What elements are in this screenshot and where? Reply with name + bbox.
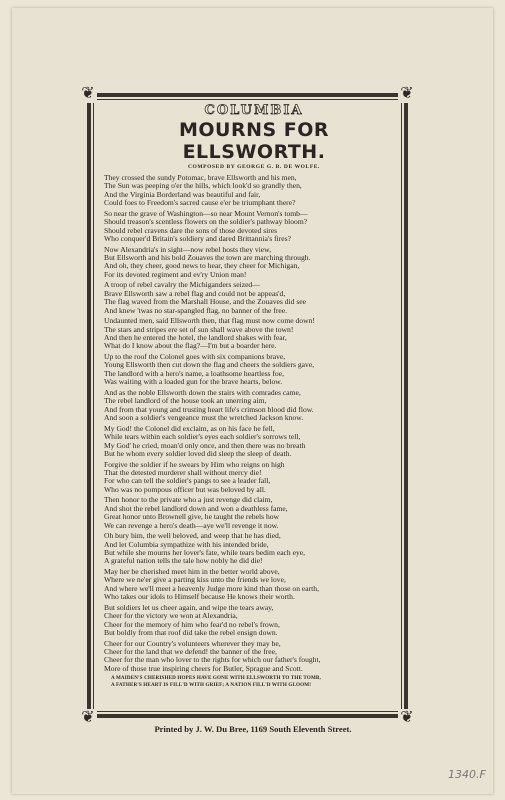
- poem-line: And where we'll meet a heavenly Judge more kind than those on earth,: [104, 583, 319, 593]
- poem-line: The flag waved from the Marshall House, and the Zouaves did see: [104, 297, 307, 307]
- closing-couplet: [104, 675, 404, 688]
- poem-line: Should treason's scentless flowers on the soldier's pathway bloom?: [104, 217, 308, 227]
- poem-line: And as the noble Ellsworth down the stairs with comrades came,: [104, 387, 301, 397]
- poem-content: [104, 104, 404, 688]
- poem-line: Who conquer'd Britain's soldiery and dared Brittannia's fires?: [104, 234, 291, 244]
- poem-line: A troop of rebel cavalry the Michiganders seized—: [104, 280, 260, 290]
- title-line-2: MOURNS FOR ELLSWORTH.: [178, 119, 330, 163]
- poem-line: Cheer for the memory of him who fear'd no rebel's frown,: [104, 619, 280, 629]
- catalog-mark: 1340.F: [448, 768, 486, 781]
- poem-line: And from that young and trusting heart life's crimson blood did flow.: [104, 404, 314, 414]
- stanza: [104, 640, 404, 674]
- coda-line: A FATHER'S HEART IS FILL'D WITH GRIEF; A NATION FILL'D WITH GLOOM!: [111, 681, 312, 688]
- poem-line: Was waiting with a loaded gun for the brave hearts, below.: [104, 377, 283, 387]
- stanza: [104, 461, 404, 495]
- poem-line: But soldiers let us cheer again, and wipe the tears away,: [104, 602, 274, 612]
- poem-line: Brave Ellsworth saw a rebel flag and could not be appeas'd,: [104, 288, 286, 298]
- poem-line: And knew 'twas no star-spangled flag, no banner of the free.: [104, 305, 287, 315]
- poem-line: The landlord with a hero's name, a loathsome heartless foe,: [104, 368, 284, 378]
- poem-line: My God' he cried, moan'd only once, and then there was no breath: [104, 440, 306, 450]
- poem-line: Up to the roof the Colonel goes with six companions brave,: [104, 352, 286, 362]
- poem-line: May her be cherished meet him in the better world above,: [104, 566, 280, 576]
- stanza: [104, 496, 404, 530]
- poem-line: Oh bury him, the well beloved, and weep that he has died,: [104, 531, 281, 541]
- poem-line: Could foes to Freedom's sacred cause e'er be triumphant there?: [104, 198, 296, 208]
- poem-line: But Ellsworth and his bold Zouaves the town are marching through.: [104, 253, 311, 263]
- poem-line: The stars and stripes ere set of sun shall wave above the town!: [104, 324, 294, 334]
- corner-ornament-icon: ❦: [79, 709, 97, 727]
- poem-line: But he whom every soldier loved did sleep the sleep of death.: [104, 448, 292, 458]
- poem-line: Who was no pompous officer but was beloved by all.: [104, 484, 266, 494]
- poem-line: More of those true inspiring cheers for Butler, Sprague and Scott.: [104, 663, 303, 673]
- corner-ornament-icon: ❦: [79, 85, 97, 103]
- poem-line: Cheer for the man who lover to the rights for which our father's fought,: [104, 655, 321, 665]
- stanza: [104, 246, 404, 280]
- stanza: [104, 532, 404, 566]
- poem-line: Great honor unto Brownell give, he taught the rebels how: [104, 512, 280, 522]
- poem-line: Should rebel cravens dare the sons of those devoted sires: [104, 225, 278, 235]
- stanza: [104, 174, 404, 208]
- stanza: [104, 353, 404, 387]
- poem-line: Cheer for our Country's volunteers wherever they may be,: [104, 638, 281, 648]
- poem-line: Forgive the soldier if he swears by Him who reigns on high: [104, 459, 285, 469]
- poem-line: But while she mourns her lover's fate, while tears bedim each eye,: [104, 547, 306, 557]
- poem-line: The Sun was peeping o'er the hills, which look'd so grandly then,: [104, 181, 302, 191]
- poem-line: My God! the Colonel did exclaim, as on his face he fell,: [104, 423, 275, 433]
- title-line-1: COLUMBIA: [204, 103, 304, 118]
- stanza: [104, 604, 404, 638]
- corner-ornament-icon: ❦: [398, 85, 416, 103]
- stanza: [104, 281, 404, 315]
- poem-line: What do I know about the flag?—I'm but a boarder here.: [104, 341, 277, 351]
- poem-line: Young Ellsworth then cut down the flag and cheers the soldiers gave,: [104, 360, 315, 370]
- poem-line: Undaunted men, said Ellsworth then, that flag must now come down!: [104, 316, 315, 326]
- coda-line: A MAIDEN'S CHERISHED HOPES HAVE GONE WITH ELLSWORTH TO THE TOMB,: [111, 675, 321, 682]
- poem-line: Now Alexandria's in sight—now rebel hosts they view,: [104, 244, 272, 254]
- poem-line: For who can tell the soldier's pangs to see a leader fall,: [104, 476, 271, 486]
- poem-line: For its devoted regiment and ev'ry Union man!: [104, 269, 247, 279]
- stanza: [104, 210, 404, 244]
- poem-line: Where we ne'er give a parting kiss unto the friends we love,: [104, 575, 286, 585]
- poem-line: A grateful nation tells the tale how nobly he did die!: [104, 556, 263, 566]
- poem-line: And let Columbia sympathize with his intended bride,: [104, 539, 269, 549]
- poem-line: Cheer for the land that we defend! the banner of the free,: [104, 646, 277, 656]
- printer-imprint: Printed by J. W. Du Bree, 1169 South Eleventh Street.: [154, 724, 352, 734]
- poem-line: Who takes our idols to Himself because He knows their worth.: [104, 592, 295, 602]
- poem-line: And shot the rebel landlord down and won a deathless fame,: [104, 503, 288, 513]
- poem-line: So near the grave of Washington—so near Mount Vernon's tomb—: [104, 208, 308, 218]
- poem-line: And soon a soldier's vengeance must the wretched Jackson know.: [104, 413, 304, 423]
- poem-line: And the Virginia Borderland was beautiful and fair,: [104, 189, 261, 199]
- stanza: [104, 568, 404, 602]
- poem-line: But boldly from that roof did take the rebel ensign down.: [104, 627, 278, 637]
- corner-ornament-icon: ❦: [398, 709, 416, 727]
- poem-line: Cheer for the victory we won at Alexandria,: [104, 611, 238, 621]
- poem-line: While tears within each soldier's eyes each soldier's sorrows tell,: [104, 432, 301, 442]
- poem-line: The rebel landlord of the house took an unerring aim,: [104, 396, 267, 406]
- poem-stanzas: [104, 174, 404, 673]
- poem-line: And oh, they cheer, good news to hear, they cheer for Michigan,: [104, 261, 300, 271]
- poem-line: We can revenge a hero's death—aye we'll revenge it now.: [104, 520, 279, 530]
- author-credit: COMPOSED BY GEORGE G. B. DE WOLFE.: [187, 164, 321, 170]
- poem-line: Then honor to the private who a just revenge did claim,: [104, 495, 273, 505]
- stanza: [104, 389, 404, 423]
- poem-line: They crossed the sundy Potomac, brave Ellsworth and his men,: [104, 173, 297, 182]
- poem-line: That the detested murderer shall without mercy die!: [104, 467, 262, 477]
- stanza: [104, 425, 404, 459]
- poem-line: And then he entered the hotel, the landlord shakes with fear,: [104, 333, 287, 343]
- stanza: [104, 317, 404, 351]
